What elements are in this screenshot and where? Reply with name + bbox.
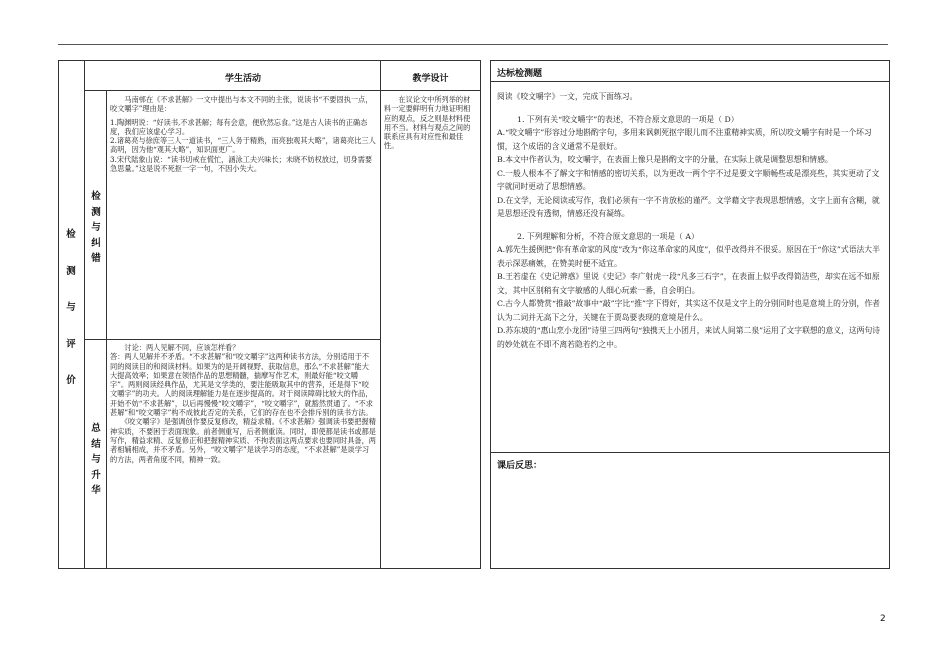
question-2-option-c: C.古今人都赞赏“推敲”故事中“敲”字比“推”字下得好，其实这不仅是文字上的分别同时也是意境上的分别，作者认为二词并无高下之分，关键在于贾岛要表现的意境是什么。 [497,299,880,322]
header-divider [84,90,481,91]
row1-design-text: 在议论文中所列举的材料一定要鲜明有力地证明相应的观点，反之则是材料使用不当。材料与观点之间的联系应具有对应性和最佳性。 [384,95,471,151]
section-label-detect-evaluate: 检 测 与 评 价 [66,229,76,386]
question-2-option-d: D.苏东坡的“惠山烹小龙团”诗里三四两句“独携天上小团月，来试人间第二泉”运用了文字联想的意义，这两句诗的妙处就在不即不离若隐若约之中。 [497,326,881,349]
page-number: 2 [880,614,886,624]
row-divider [84,339,380,340]
question-1-option-d: D.在文学，无论阅读或写作，我们必须有一字不肯放松的谨严。文学藉文字表现思想情感，文字上面有含糊，就是思想还没有透彻，情感还没有凝练。 [497,195,880,218]
question-1-option-c: C.一般人根本不了解文字和情感的密切关系，以为更改一两个字不过是要文字顺畅些或是漂亮些，其实更动了文字就同时更动了思想情感。 [497,168,880,191]
question-2-stem: 2. 下列理解和分析，不符合原文意思的一项是（ A） [517,231,699,241]
col-divider-3 [380,60,381,569]
question-2-option-b: B.王若虚在《史记辨惑》里说《史记》李广射虎一段“凡多三石字”，在表面上似乎改得简洁些，却实在远不如原文，其中区别稍有文字敏感的人细心玩索一番，自会明白。 [497,272,880,295]
question-1-option-b: B.本文中作者认为，咬文嚼字，在表面上像只是斟酌文字的分量，在实际上就是调整思想和情感。 [497,155,833,164]
quiz-header: 达标检测题 [497,69,543,79]
question-1-stem: 1. 下列有关“咬文嚼字”的表述，不符合原文意思的一项是（ D） [517,114,739,124]
quiz-content [497,90,885,351]
col-divider-1 [84,60,85,569]
quiz-header-divider [490,81,890,82]
row1-student-text: 马南邨在《不求甚解》一文中提出与本文不同的主张，说读书“不要固执一点，咬文嚼字”理由是： 1.陶渊明说：“好读书,不求甚解；每有会意，便欣然忘食。”这是古人读书的正确态度，我们应该虚心学习。 2.诸葛亮与徐庶等三人一道读书，“三人务于精熟，而亮独观其大略”，诸葛亮比三人高明，因为他“观其大略”，知识面更广。 3.宋代陆象山说：“读书切戒在慌忙，涵泳工夫兴味长；未晓不妨权放过，切身需要急思量。”这是说不死抠一字一句，不因小失大。 [110,95,376,174]
row-label-detect-correct: 检 测 与 纠 错 [91,191,101,264]
row2-student-text: 讨论：两人见解不同，应该怎样看？ 答：两人见解并不矛盾。“不求甚解”和“咬文嚼字”这两种读书方法，分别适用于不同的阅读目的和阅读材料。如果为的是开阔视野、获取信息，那么“不求甚解”能大大提高效率；如果意在领悟作品的思想精髓，揣摩写作艺术，则最好能“咬文嚼字”。两则阅读经典作品，尤其是文学类的，要注能吸取其中的营养，还是得下“咬文嚼字”的功夫。人的阅读理解能力是在逐步提高的。对于阅读障碍比较大的作品，开始不妨“不求甚解”，以后再慢慢“咬文嚼字”，“咬文嚼字”，就豁然贯通了。“不求甚解”和“咬文嚼字”构不成彼此否定的关系，它们的存在也不会排斥别的读书方法。 《咬文嚼字》是强调创作要反复修改，精益求精。《不求甚解》强调读书要把握精神实质，不要困于表面现象。前者侧重写，后者侧重读。同时，即使都是读书或都是写作，精益求精、反复修正和把握精神实质、不拘表面这两点要求也要同时具备，两者相辅相成，并不矛盾。另外，“咬文嚼字”是谈学习的态度，“不求甚解”是谈学习的方法，两者角度不同，精神一致。 [110,343,376,464]
col-divider-2 [106,90,107,569]
reflection-divider [490,452,890,453]
quiz-intro: 阅读《咬文嚼字》一文，完成下面练习。 [497,92,638,101]
header-teaching-design: 教学设计 [412,74,449,84]
header-rule [58,44,888,45]
row-label-summary-sublimate: 总 结 与 升 华 [91,423,101,496]
question-2-option-a: A.郭先生援例把“你有革命家的风度”改为“你这革命家的风度”，似乎改得并不很妥。原因在于“你这”式语法大半表示深恶痛嫉，在赞美时便不适宜。 [497,245,880,268]
header-student-activity: 学生活动 [224,74,261,84]
question-1-option-a: A.“咬文嚼字”形容过分地斟酌字句，多用来讽刺死抠字眼儿而不注重精神实质，所以咬文嚼字有时是一个坏习惯，这个成语的含义通常不是很好。 [497,128,872,151]
reflection-label: 课后反思： [497,461,543,471]
